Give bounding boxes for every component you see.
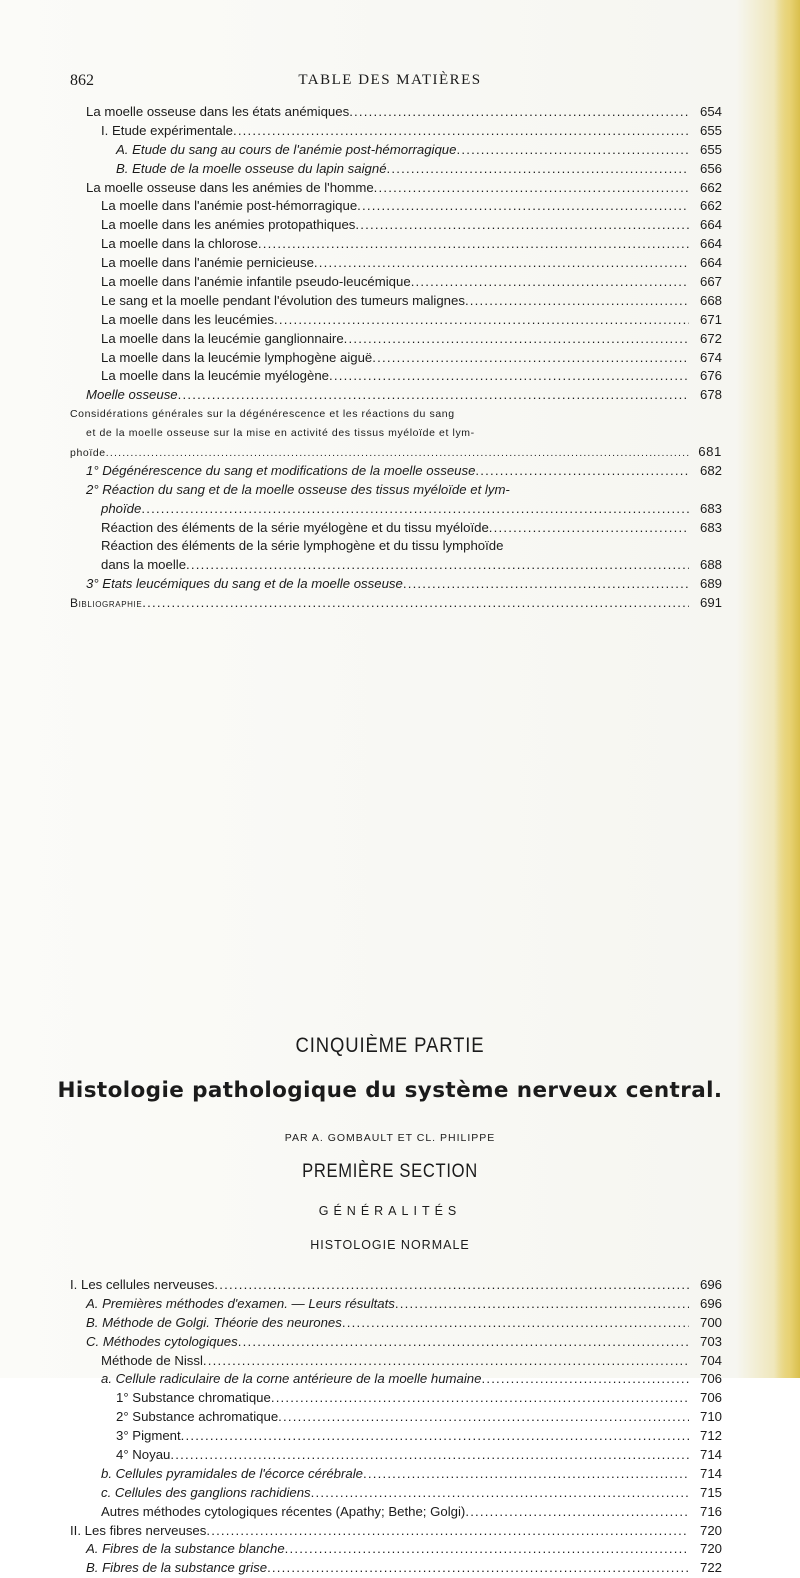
toc-considerations-text2: et de la moelle osseuse sur la mise en activité des tissus myéloïde et lym- xyxy=(86,427,475,440)
toc-entry-title: B. Etude de la moelle osseuse du lapin saigné xyxy=(116,160,387,176)
toc-entry xyxy=(70,311,722,330)
toc-entry xyxy=(70,594,722,613)
leader-dots xyxy=(465,292,689,311)
toc-page-number: 700 xyxy=(699,1314,722,1330)
toc-entry-title: 2° Réaction du sang et de la moelle osseuse des tissus myéloïde et lym- xyxy=(86,481,510,497)
toc-considerations-line2 xyxy=(70,424,722,443)
running-header xyxy=(0,72,780,96)
toc-entry-title: Moelle osseuse xyxy=(86,387,178,403)
toc-entry xyxy=(70,1484,722,1503)
toc-entry-title: B. Méthode de Golgi. Théorie des neurones xyxy=(86,1314,342,1330)
toc-page-number: 662 xyxy=(699,179,722,195)
toc-entry xyxy=(70,1370,722,1389)
leader-dots xyxy=(329,367,689,386)
toc-entry xyxy=(70,1465,722,1484)
toc-entry-title: La moelle osseuse dans les états anémiques xyxy=(86,104,350,119)
toc-entry-title: A. Premières méthodes d'examen. — Leurs résultats xyxy=(86,1295,395,1311)
leader-dots xyxy=(342,1314,689,1333)
leader-dots xyxy=(142,594,689,613)
part-label: CINQUIÈME PARTIE xyxy=(295,1034,485,1057)
toc-entry-title: La moelle dans les anémies protopathiques xyxy=(101,217,356,233)
toc-page-number: 668 xyxy=(699,292,722,308)
toc-page-number: 664 xyxy=(699,255,722,271)
toc-entry-title: b. Cellules pyramidales de l'écorce cérébrale xyxy=(101,1465,363,1481)
toc-entry-title: Le sang et la moelle pendant l'évolution des tumeurs malignes xyxy=(101,292,465,308)
toc-entry xyxy=(70,500,722,519)
leader-dots xyxy=(311,1484,689,1503)
toc-page-number: 689 xyxy=(699,576,722,592)
toc-entry xyxy=(70,179,722,198)
leader-dots xyxy=(233,122,689,141)
toc-entry-title: a. Cellule radiculaire de la corne antérieure de la moelle humaine xyxy=(101,1371,482,1387)
toc-entry xyxy=(70,1276,722,1295)
toc-considerations-text3: phoïde xyxy=(70,447,106,460)
leader-dots xyxy=(349,103,689,122)
toc-entry-title: II. Les fibres nerveuses xyxy=(70,1522,207,1538)
toc-considerations-text1: Considérations générales sur la dégénérescence et les réactions du sang xyxy=(70,408,455,421)
toc-entry xyxy=(70,1446,722,1465)
toc-entry xyxy=(70,235,722,254)
toc-section-blood-marrow xyxy=(70,103,722,613)
leader-dots xyxy=(475,462,689,481)
toc-entry xyxy=(70,556,722,575)
toc-entry-title: 1° Substance chromatique xyxy=(116,1390,271,1406)
toc-entry-title: A. Etude du sang au cours de l'anémie post-hémorragique xyxy=(116,141,457,157)
generalities-heading: GÉNÉRALITÉS xyxy=(318,1204,462,1218)
toc-entry-title: C. Méthodes cytologiques xyxy=(86,1333,238,1349)
leader-dots xyxy=(363,1465,689,1484)
leader-dots xyxy=(465,1503,689,1522)
leader-dots xyxy=(395,1295,689,1314)
toc-entry-title: 4° Noyau xyxy=(116,1447,171,1463)
toc-entry xyxy=(70,160,722,179)
toc-entry xyxy=(70,1503,722,1522)
toc-page-number: 715 xyxy=(699,1484,722,1500)
toc-entry xyxy=(70,1522,722,1541)
toc-entry xyxy=(70,1314,722,1333)
leader-dots xyxy=(170,1446,689,1465)
toc-entry-title: La moelle dans la chlorose xyxy=(101,236,258,252)
leader-dots xyxy=(489,519,689,538)
subsection-heading: HISTOLOGIE NORMALE xyxy=(310,1238,470,1252)
toc-entry-title: La moelle dans l'anémie post-hémorragique xyxy=(101,198,358,214)
toc-entry xyxy=(70,1333,722,1352)
leader-dots xyxy=(203,1352,689,1371)
toc-entry xyxy=(70,1540,722,1559)
toc-entry-title: La moelle dans la leucémie lymphogène aiguë xyxy=(101,349,373,365)
toc-entry xyxy=(70,1295,722,1314)
part-authors: PAR A. GOMBAULT ET CL. PHILIPPE xyxy=(284,1132,496,1144)
toc-entry xyxy=(70,254,722,273)
toc-entry xyxy=(70,462,722,481)
toc-page-number: 667 xyxy=(699,274,722,290)
leader-dots xyxy=(355,216,689,235)
toc-entry-title: c. Cellules des ganglions rachidiens xyxy=(101,1484,311,1500)
toc-entry xyxy=(70,1408,722,1427)
toc-entry-title: La moelle dans l'anémie pernicieuse xyxy=(101,255,314,271)
leader-dots xyxy=(285,1540,689,1559)
leader-dots xyxy=(238,1333,689,1352)
toc-entry xyxy=(70,292,722,311)
leader-dots xyxy=(344,330,689,349)
leader-dots xyxy=(141,500,689,519)
toc-entry xyxy=(70,216,722,235)
page-number: 862 xyxy=(70,72,94,89)
toc-entry-title: phoïde xyxy=(101,500,142,516)
toc-page-number: 683 xyxy=(699,519,722,535)
toc-page-number: 696 xyxy=(699,1295,722,1311)
toc-page-number: 706 xyxy=(699,1390,722,1406)
toc-entry-title: A. Fibres de la substance blanche xyxy=(86,1541,285,1557)
leader-dots xyxy=(456,141,689,160)
toc-considerations-line1 xyxy=(70,405,722,424)
toc-page-number: 656 xyxy=(699,160,722,176)
toc-page-number: 714 xyxy=(699,1447,722,1463)
section-heading: PREMIÈRE SECTION xyxy=(302,1160,478,1182)
toc-entry-title: 3° Etats leucémiques du sang et de la moelle osseuse xyxy=(86,576,403,592)
toc-page-number: 688 xyxy=(699,557,722,573)
toc-entry-title: Bibliographie xyxy=(70,596,143,611)
toc-page-number: 703 xyxy=(699,1333,722,1349)
toc-entry-title: Autres méthodes cytologiques récentes (Apathy; Bethe; Golgi) xyxy=(101,1503,466,1519)
toc-entry xyxy=(70,1559,722,1578)
leader-dots xyxy=(481,1370,689,1389)
toc-entry-title: La moelle dans les leucémies xyxy=(101,311,274,327)
toc-entry xyxy=(70,103,722,122)
toc-entry xyxy=(70,197,722,216)
toc-page-number: 676 xyxy=(699,368,722,384)
leader-dots xyxy=(372,349,689,368)
toc-entry-title: Méthode de Nissl xyxy=(101,1352,203,1368)
leader-dots xyxy=(181,1427,689,1446)
toc-entry-title: Réaction des éléments de la série lymphogène et du tissu lymphoïde xyxy=(101,538,504,554)
page-edge xyxy=(774,0,800,1378)
toc-page-number: 716 xyxy=(699,1503,722,1519)
toc-page-number: 654 xyxy=(699,104,722,119)
toc-entry-title: 3° Pigment xyxy=(116,1428,181,1444)
toc-page-number: 678 xyxy=(699,387,722,403)
toc-entry-title: I. Etude expérimentale xyxy=(101,122,233,138)
toc-page-number: 681 xyxy=(698,444,722,460)
leader-dots xyxy=(387,160,689,179)
toc-entry xyxy=(70,349,722,368)
toc-entry xyxy=(70,1352,722,1371)
toc-entry xyxy=(70,367,722,386)
toc-page-number: 720 xyxy=(699,1522,722,1538)
leader-dots xyxy=(314,254,689,273)
toc-entry-title: B. Fibres de la substance grise xyxy=(86,1560,268,1576)
toc-page-number: 714 xyxy=(699,1465,722,1481)
toc-page-number: 683 xyxy=(699,500,722,516)
toc-page-number: 662 xyxy=(699,198,722,214)
leader-dots xyxy=(214,1276,689,1295)
leader-dots xyxy=(186,556,689,575)
toc-page-number: 706 xyxy=(699,1371,722,1387)
toc-section-histology xyxy=(70,1276,722,1578)
toc-entry-title: La moelle dans l'anémie infantile pseudo-leucémique xyxy=(101,274,411,290)
toc-entry-title: La moelle dans la leucémie myélogène xyxy=(101,368,329,384)
toc-entry xyxy=(70,1389,722,1408)
leader-dots xyxy=(403,575,689,594)
toc-entry-title: I. Les cellules nerveuses xyxy=(70,1277,215,1292)
toc-entry-title: 2° Substance achromatique xyxy=(116,1409,279,1425)
part-title: Histologie pathologique du système nerveux central. xyxy=(57,1078,723,1103)
leader-dots xyxy=(278,1408,689,1427)
toc-entry xyxy=(70,1427,722,1446)
toc-page-number: 671 xyxy=(699,311,722,327)
toc-page-number: 722 xyxy=(699,1560,722,1576)
toc-entry xyxy=(70,537,722,556)
toc-page-number: 672 xyxy=(699,330,722,346)
toc-page-number: 664 xyxy=(699,217,722,233)
leader-dots xyxy=(106,444,689,463)
leader-dots xyxy=(274,311,689,330)
toc-entry xyxy=(70,575,722,594)
toc-entry-title: dans la moelle xyxy=(101,557,187,573)
toc-page-number: 710 xyxy=(699,1409,722,1425)
leader-dots xyxy=(258,235,689,254)
toc-entry xyxy=(70,273,722,292)
toc-entry-title: La moelle osseuse dans les anémies de l'homme xyxy=(86,179,374,195)
toc-entry xyxy=(70,141,722,160)
toc-entry xyxy=(70,519,722,538)
leader-dots xyxy=(178,386,689,405)
leader-dots xyxy=(267,1559,689,1578)
running-title: TABLE DES MATIÈRES xyxy=(298,72,482,88)
leader-dots xyxy=(411,273,689,292)
toc-page-number: 655 xyxy=(699,122,722,138)
leader-dots xyxy=(374,179,689,198)
toc-page-number: 704 xyxy=(699,1352,722,1368)
toc-page-number: 682 xyxy=(699,462,722,478)
toc-page-number: 696 xyxy=(699,1277,722,1292)
toc-entry-title: Réaction des éléments de la série myélogène et du tissu myéloïde xyxy=(101,519,489,535)
toc-entry xyxy=(70,122,722,141)
toc-page-number: 712 xyxy=(699,1428,722,1444)
toc-page-number: 691 xyxy=(699,595,722,611)
toc-entry xyxy=(70,481,722,500)
toc-entry xyxy=(70,330,722,349)
leader-dots xyxy=(271,1389,689,1408)
toc-entry-title: 1° Dégénérescence du sang et modifications de la moelle osseuse xyxy=(86,462,476,478)
toc-page-number: 655 xyxy=(699,141,722,157)
toc-considerations-line3 xyxy=(70,443,722,462)
toc-page-number: 720 xyxy=(699,1541,722,1557)
toc-page-number: 664 xyxy=(699,236,722,252)
leader-dots xyxy=(206,1522,689,1541)
toc-entry xyxy=(70,386,722,405)
toc-page-number: 674 xyxy=(699,349,722,365)
toc-entry-title: La moelle dans la leucémie ganglionnaire xyxy=(101,330,344,346)
leader-dots xyxy=(357,197,689,216)
